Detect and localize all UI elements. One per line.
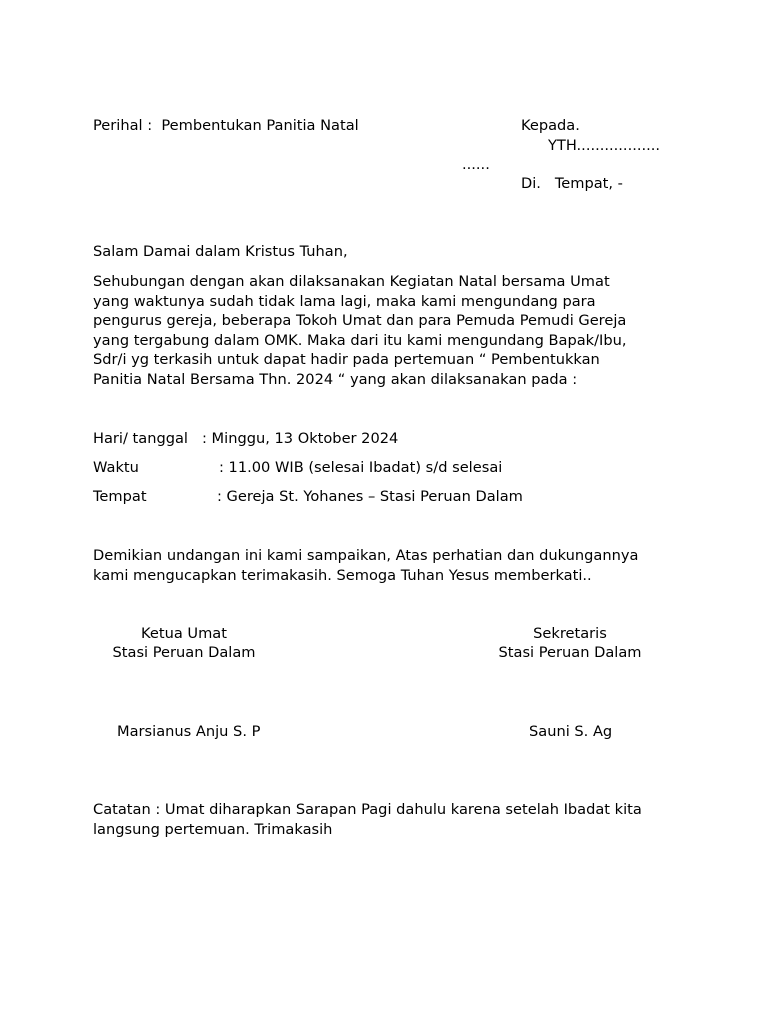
right-signatory-org: Stasi Peruan Dalam	[498, 644, 642, 661]
date-value: : Minggu, 13 Oktober 2024	[202, 430, 399, 447]
recipient-place: Di. Tempat, -	[521, 175, 623, 192]
venue-label: Tempat	[93, 488, 147, 505]
note-paragraph	[93, 800, 683, 839]
right-signatory-title: Sekretaris	[533, 625, 607, 642]
time-label: Waktu	[93, 459, 139, 476]
subject-line: Perihal : Pembentukan Panitia Natal	[93, 117, 359, 134]
time-value: : 11.00 WIB (selesai Ibadat) s/d selesai	[219, 459, 503, 476]
body-line: Sehubungan dengan akan dilaksanakan Kegiatan Natal bersama Umat	[93, 273, 610, 290]
body-line: yang waktunya sudah tidak lama lagi, maka kami mengundang para	[93, 292, 596, 310]
recipient-yth-continuation: ......	[462, 156, 490, 173]
right-signatory-name: Sauni S. Ag	[529, 723, 613, 740]
note-line: langsung pertemuan. Trimakasih	[93, 820, 333, 838]
left-signatory-title: Ketua Umat	[141, 625, 227, 642]
date-label: Hari/ tanggal	[93, 430, 188, 447]
body-paragraph	[93, 272, 683, 389]
body-line: yang tergabung dalam OMK. Maka dari itu kami mengundang Bapak/Ibu,	[93, 331, 627, 349]
left-signatory-org: Stasi Peruan Dalam	[112, 644, 256, 661]
body-line: Panitia Natal Bersama Thn. 2024 “ yang akan dilaksanakan pada :	[93, 370, 578, 388]
closing-paragraph	[93, 546, 683, 585]
recipient-label: Kepada.	[521, 117, 580, 134]
body-line: Sdr/i yg terkasih untuk dapat hadir pada pertemuan “ Pembentukkan	[93, 351, 600, 368]
body-line: pengurus gereja, beberapa Tokoh Umat dan para Pemuda Pemudi Gereja	[93, 312, 627, 329]
closing-line: kami mengucapkan terimakasih. Semoga Tuhan Yesus memberkati..	[93, 566, 592, 584]
greeting: Salam Damai dalam Kristus Tuhan,	[93, 243, 348, 260]
recipient-yth: YTH..................	[548, 137, 661, 154]
left-signatory-name: Marsianus Anju S. P	[117, 723, 261, 740]
closing-line: Demikian undangan ini kami sampaikan, Atas perhatian dan dukungannya	[93, 547, 639, 564]
venue-value: : Gereja St. Yohanes – Stasi Peruan Dalam	[217, 488, 523, 505]
note-line: Catatan : Umat diharapkan Sarapan Pagi dahulu karena setelah Ibadat kita	[93, 801, 642, 818]
